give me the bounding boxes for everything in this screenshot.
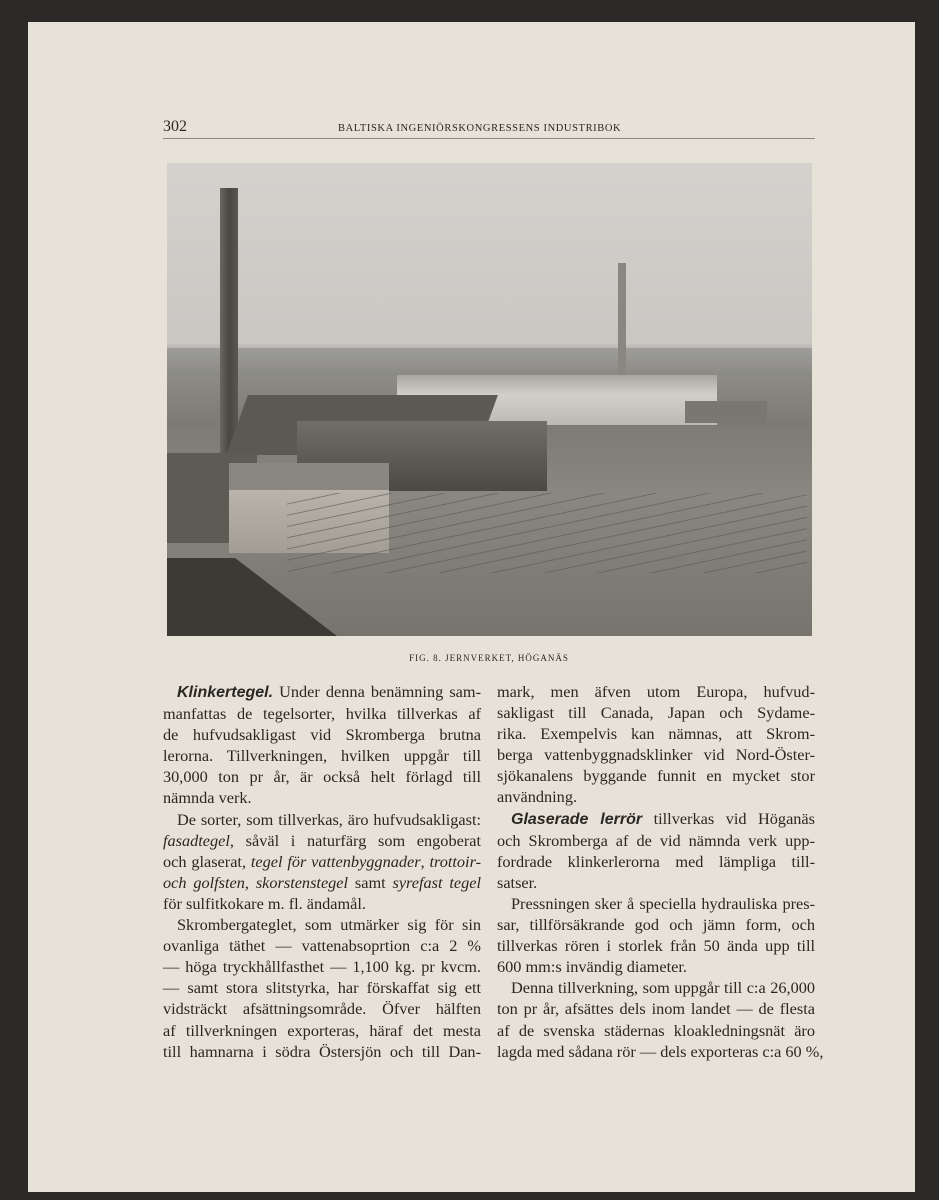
text-column-right	[497, 681, 824, 1062]
text-run: lagda med sådana rör — dels exporteras c:a 60 %,	[497, 1041, 824, 1061]
italic-term: trottoir-	[429, 851, 482, 871]
text-line	[497, 830, 815, 851]
text-run: och glaserat,	[163, 851, 251, 871]
italic-term: skorstenstegel	[255, 872, 349, 892]
text-line	[497, 998, 815, 1019]
text-run: samt	[348, 872, 393, 892]
text-run: ton pr år, afsättes dels inom landet — de flesta	[497, 999, 815, 1019]
text-run: tillverkas rören i storlek från 50 ända upp till	[497, 936, 815, 956]
text-run: för sulfitkokare m. fl. ändamål.	[163, 893, 366, 913]
text-run: — samt stora slitstyrka, har förskaffat sig ett	[163, 978, 481, 998]
text-line	[163, 1041, 481, 1062]
text-line	[497, 808, 815, 830]
factory-photograph	[167, 163, 812, 636]
text-line	[163, 787, 481, 808]
running-head: BALTISKA INGENIÖRSKONGRESSENS INDUSTRIBOK	[338, 123, 622, 134]
text-run: de hufvudsakligast vid Skromberga brutna	[163, 725, 481, 745]
text-run: och Skromberga af de vid nämnda verk upp-	[497, 830, 815, 850]
text-line	[163, 935, 481, 956]
text-line	[163, 977, 481, 998]
text-line	[163, 998, 481, 1019]
text-run: vidsträckt afsättningsområde. Öfver hälften	[163, 999, 481, 1019]
figure-caption: FIG. 8. JERNVERKET, HÖGANÄS	[409, 653, 569, 663]
text-line	[497, 765, 815, 786]
text-run: , såväl i naturfärg som engoberat	[229, 830, 481, 850]
tall-chimney	[220, 188, 238, 456]
text-run: sakligast till Canada, Japan och Sydame-	[497, 703, 815, 723]
text-run: fordrade klinkerlerorna med lämpliga till-	[497, 851, 815, 871]
text-run: rika. Exempelvis kan nämnas, att Skrom-	[497, 724, 815, 744]
text-line	[163, 956, 481, 977]
text-run: ,	[420, 851, 430, 871]
text-line	[497, 681, 815, 702]
text-run: satser.	[497, 872, 538, 892]
page-header	[163, 118, 815, 139]
text-line	[497, 914, 815, 935]
text-line	[497, 977, 815, 998]
text-line	[163, 681, 481, 703]
text-run: mark, men äfven utom Europa, hufvud-	[497, 682, 815, 701]
text-run: manfattas de tegelsorter, hvilka tillverkas af	[163, 704, 481, 724]
text-line	[497, 744, 815, 765]
text-run: De sorter, som tillverkas, äro hufvudsakligast:	[177, 809, 481, 829]
distant-sea	[167, 348, 812, 376]
text-run: af de svenska städernas kloakledningsnät äro	[497, 1020, 815, 1040]
text-run: ovanliga täthet — vattenabsoprtion c:a 2 %	[163, 936, 481, 956]
text-line	[163, 914, 481, 935]
italic-term: syrefast tegel	[392, 872, 482, 892]
text-run: 600 mm:s invändig diameter.	[497, 957, 687, 977]
text-line	[497, 956, 815, 977]
text-line	[163, 851, 481, 872]
text-run: Denna tillverkning, som uppgår till c:a 26,000	[511, 978, 815, 998]
text-run: Under denna benämning sam-	[273, 682, 481, 701]
text-line	[163, 809, 481, 830]
italic-term: och golfsten	[163, 872, 245, 892]
text-run: till hamnarna i södra Östersjön och till Dan-	[163, 1041, 481, 1061]
text-line	[497, 1041, 824, 1062]
text-run: Pressningen sker å speciella hydrauliska pres-	[511, 893, 815, 913]
text-line	[497, 872, 815, 893]
text-line	[163, 766, 481, 787]
text-line	[163, 872, 481, 893]
text-run: 30,000 ton pr år, är också helt förlagd till	[163, 767, 481, 787]
text-run: sar, tillförsäkrande god och jämn form, och	[497, 915, 815, 935]
text-line	[497, 702, 815, 723]
italic-term: tegel för vattenbyggnader	[250, 851, 421, 871]
text-line	[497, 723, 815, 744]
text-run: tillverkas vid Höganäs	[642, 808, 815, 828]
text-line	[163, 893, 481, 914]
text-line	[497, 786, 815, 807]
far-chimney	[618, 263, 626, 393]
right-shed	[685, 401, 767, 423]
text-run: lerorna. Tillverkningen, hvilken uppgår till	[163, 746, 481, 766]
text-line	[163, 1020, 481, 1041]
text-line	[163, 724, 481, 745]
text-line	[497, 1020, 815, 1041]
text-run: nämnda verk.	[163, 788, 252, 808]
text-run: användning.	[497, 787, 578, 807]
text-line	[497, 893, 815, 914]
text-run: ,	[244, 872, 256, 892]
text-line	[497, 935, 815, 956]
text-line	[163, 703, 481, 724]
text-run: Skrombergateglet, som utmärker sig för sin	[177, 915, 481, 935]
railway-tracks	[287, 493, 807, 573]
page-number: 302	[163, 118, 187, 135]
text-run: berga vattenbyggnadsklinker vid Nord-Öster-	[497, 745, 815, 765]
text-column-left	[163, 681, 481, 1062]
section-heading: Klinkertegel.	[177, 684, 274, 701]
section-heading: Glaserade lerrör	[511, 810, 643, 828]
text-run: af tillverkningen exporteras, häraf det mesta	[163, 1020, 481, 1040]
text-run: — höga tryckhållfasthet — 1,100 kg. pr kvcm.	[163, 957, 481, 977]
text-line	[163, 745, 481, 766]
italic-term: fasadtegel	[163, 830, 230, 850]
text-line	[163, 830, 481, 851]
text-run: sjökanalens byggande funnit en mycket stor	[497, 766, 815, 786]
text-line	[497, 851, 815, 872]
